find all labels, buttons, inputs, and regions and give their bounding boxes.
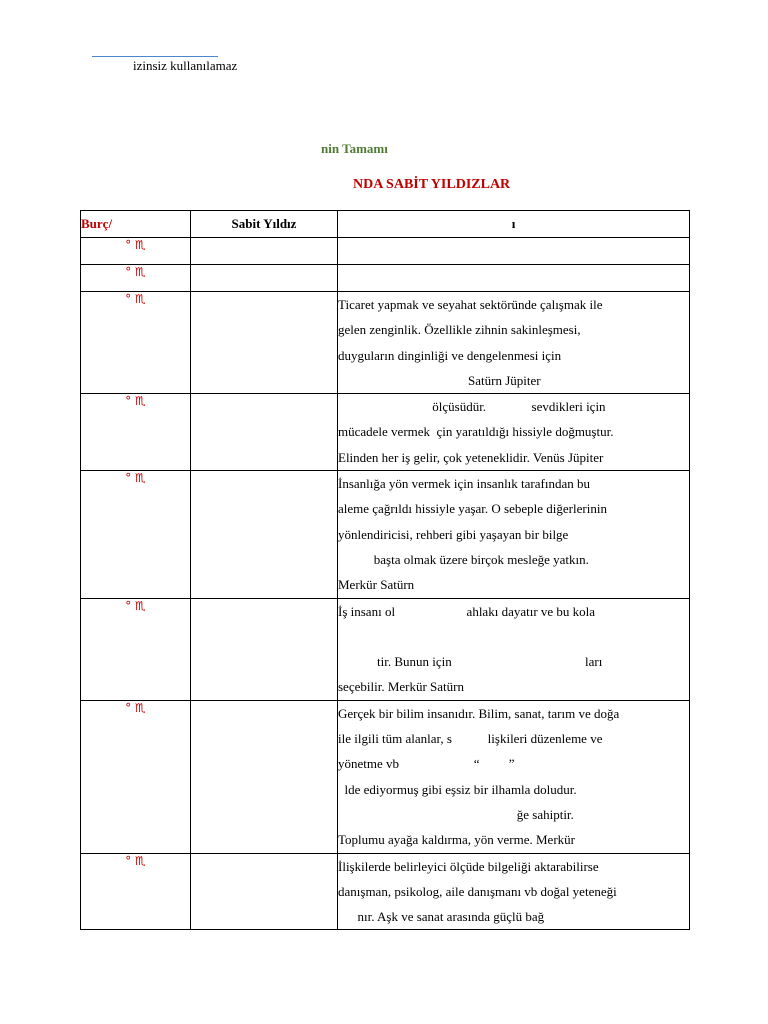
scorpio-sign-cell: ° ♏ xyxy=(81,394,191,471)
description-cell: İnsanlığa yön vermek için insanlık tarafından bu aleme çağrıldı hissiyle yaşar. O sebeple diğerlerinin yönlendiricisi, rehberi gibi yaşayan bir bilge başta olmak üzere birçok mesleğe yatkın. Merkür Satürn xyxy=(338,471,690,598)
scorpio-sign-cell: ° ♏ xyxy=(81,265,191,292)
fixed-star-cell xyxy=(191,700,338,853)
description-cell: İlişkilerde belirleyici ölçüde bilgeliği aktarabilirse danışman, psikolog, aile danışmanı vb doğal yeteneği nır. Aşk ve sanat arasında güçlü bağ xyxy=(338,853,690,930)
scorpio-sign-cell: ° ♏ xyxy=(81,292,191,394)
scorpio-sign-cell: ° ♏ xyxy=(81,598,191,700)
scorpio-sign-cell: ° ♏ xyxy=(81,471,191,598)
fixed-star-cell xyxy=(191,598,338,700)
table-row xyxy=(81,394,690,471)
scorpio-sign-cell: ° ♏ xyxy=(81,853,191,930)
fixed-stars-table xyxy=(80,210,690,930)
fixed-star-cell xyxy=(191,471,338,598)
fixed-star-cell xyxy=(191,394,338,471)
column-header-sign: Burç/ xyxy=(81,211,191,238)
document-subtitle: nin Tamamı xyxy=(321,141,388,156)
description-cell: Ticaret yapmak ve seyahat sektöründe çalışmak ile gelen zenginlik. Özellikle zihnin sakinleşmesi, duyguların dinginliği ve dengelenmesi için Satürn Jüpiter xyxy=(338,292,690,394)
column-header-description: ı xyxy=(338,211,690,238)
description-cell xyxy=(338,238,690,265)
table-row xyxy=(81,853,690,930)
description-cell: İş insanı ol ahlakı dayatır ve bu kola tir. Bunun için ları seçebilir. Merkür Satürn xyxy=(338,598,690,700)
table-row xyxy=(81,292,690,394)
document-title: NDA SABİT YILDIZLAR xyxy=(353,177,511,192)
fixed-star-cell xyxy=(191,853,338,930)
header-note: izinsiz kullanılamaz xyxy=(133,58,238,73)
scorpio-sign-cell: ° ♏ xyxy=(81,238,191,265)
column-header-fixed-star: Sabit Yıldız xyxy=(191,211,338,238)
description-cell: Gerçek bir bilim insanıdır. Bilim, sanat, tarım ve doğa ile ilgili tüm alanlar, s lişkileri düzenleme ve yönetme vb “ ” lde ediyormuş gibi eşsiz bir ilhamla doludur. ğe sahiptir. Toplumu ayağa kaldırma, yön verme. Merkür xyxy=(338,700,690,853)
fixed-star-cell xyxy=(191,265,338,292)
table-header-row xyxy=(81,211,690,238)
table-row xyxy=(81,598,690,700)
description-cell xyxy=(338,265,690,292)
table-row xyxy=(81,265,690,292)
header-underline xyxy=(92,56,218,57)
scorpio-sign-cell: ° ♏ xyxy=(81,700,191,853)
fixed-star-cell xyxy=(191,238,338,265)
description-cell: ölçüsüdür. sevdikleri için mücadele vermek çin yaratıldığı hissiyle doğmuştur. Elinden her iş gelir, çok yeteneklidir. Venüs Jüpiter xyxy=(338,394,690,471)
table-row xyxy=(81,700,690,853)
table-row xyxy=(81,238,690,265)
fixed-star-cell xyxy=(191,292,338,394)
table-row xyxy=(81,471,690,598)
